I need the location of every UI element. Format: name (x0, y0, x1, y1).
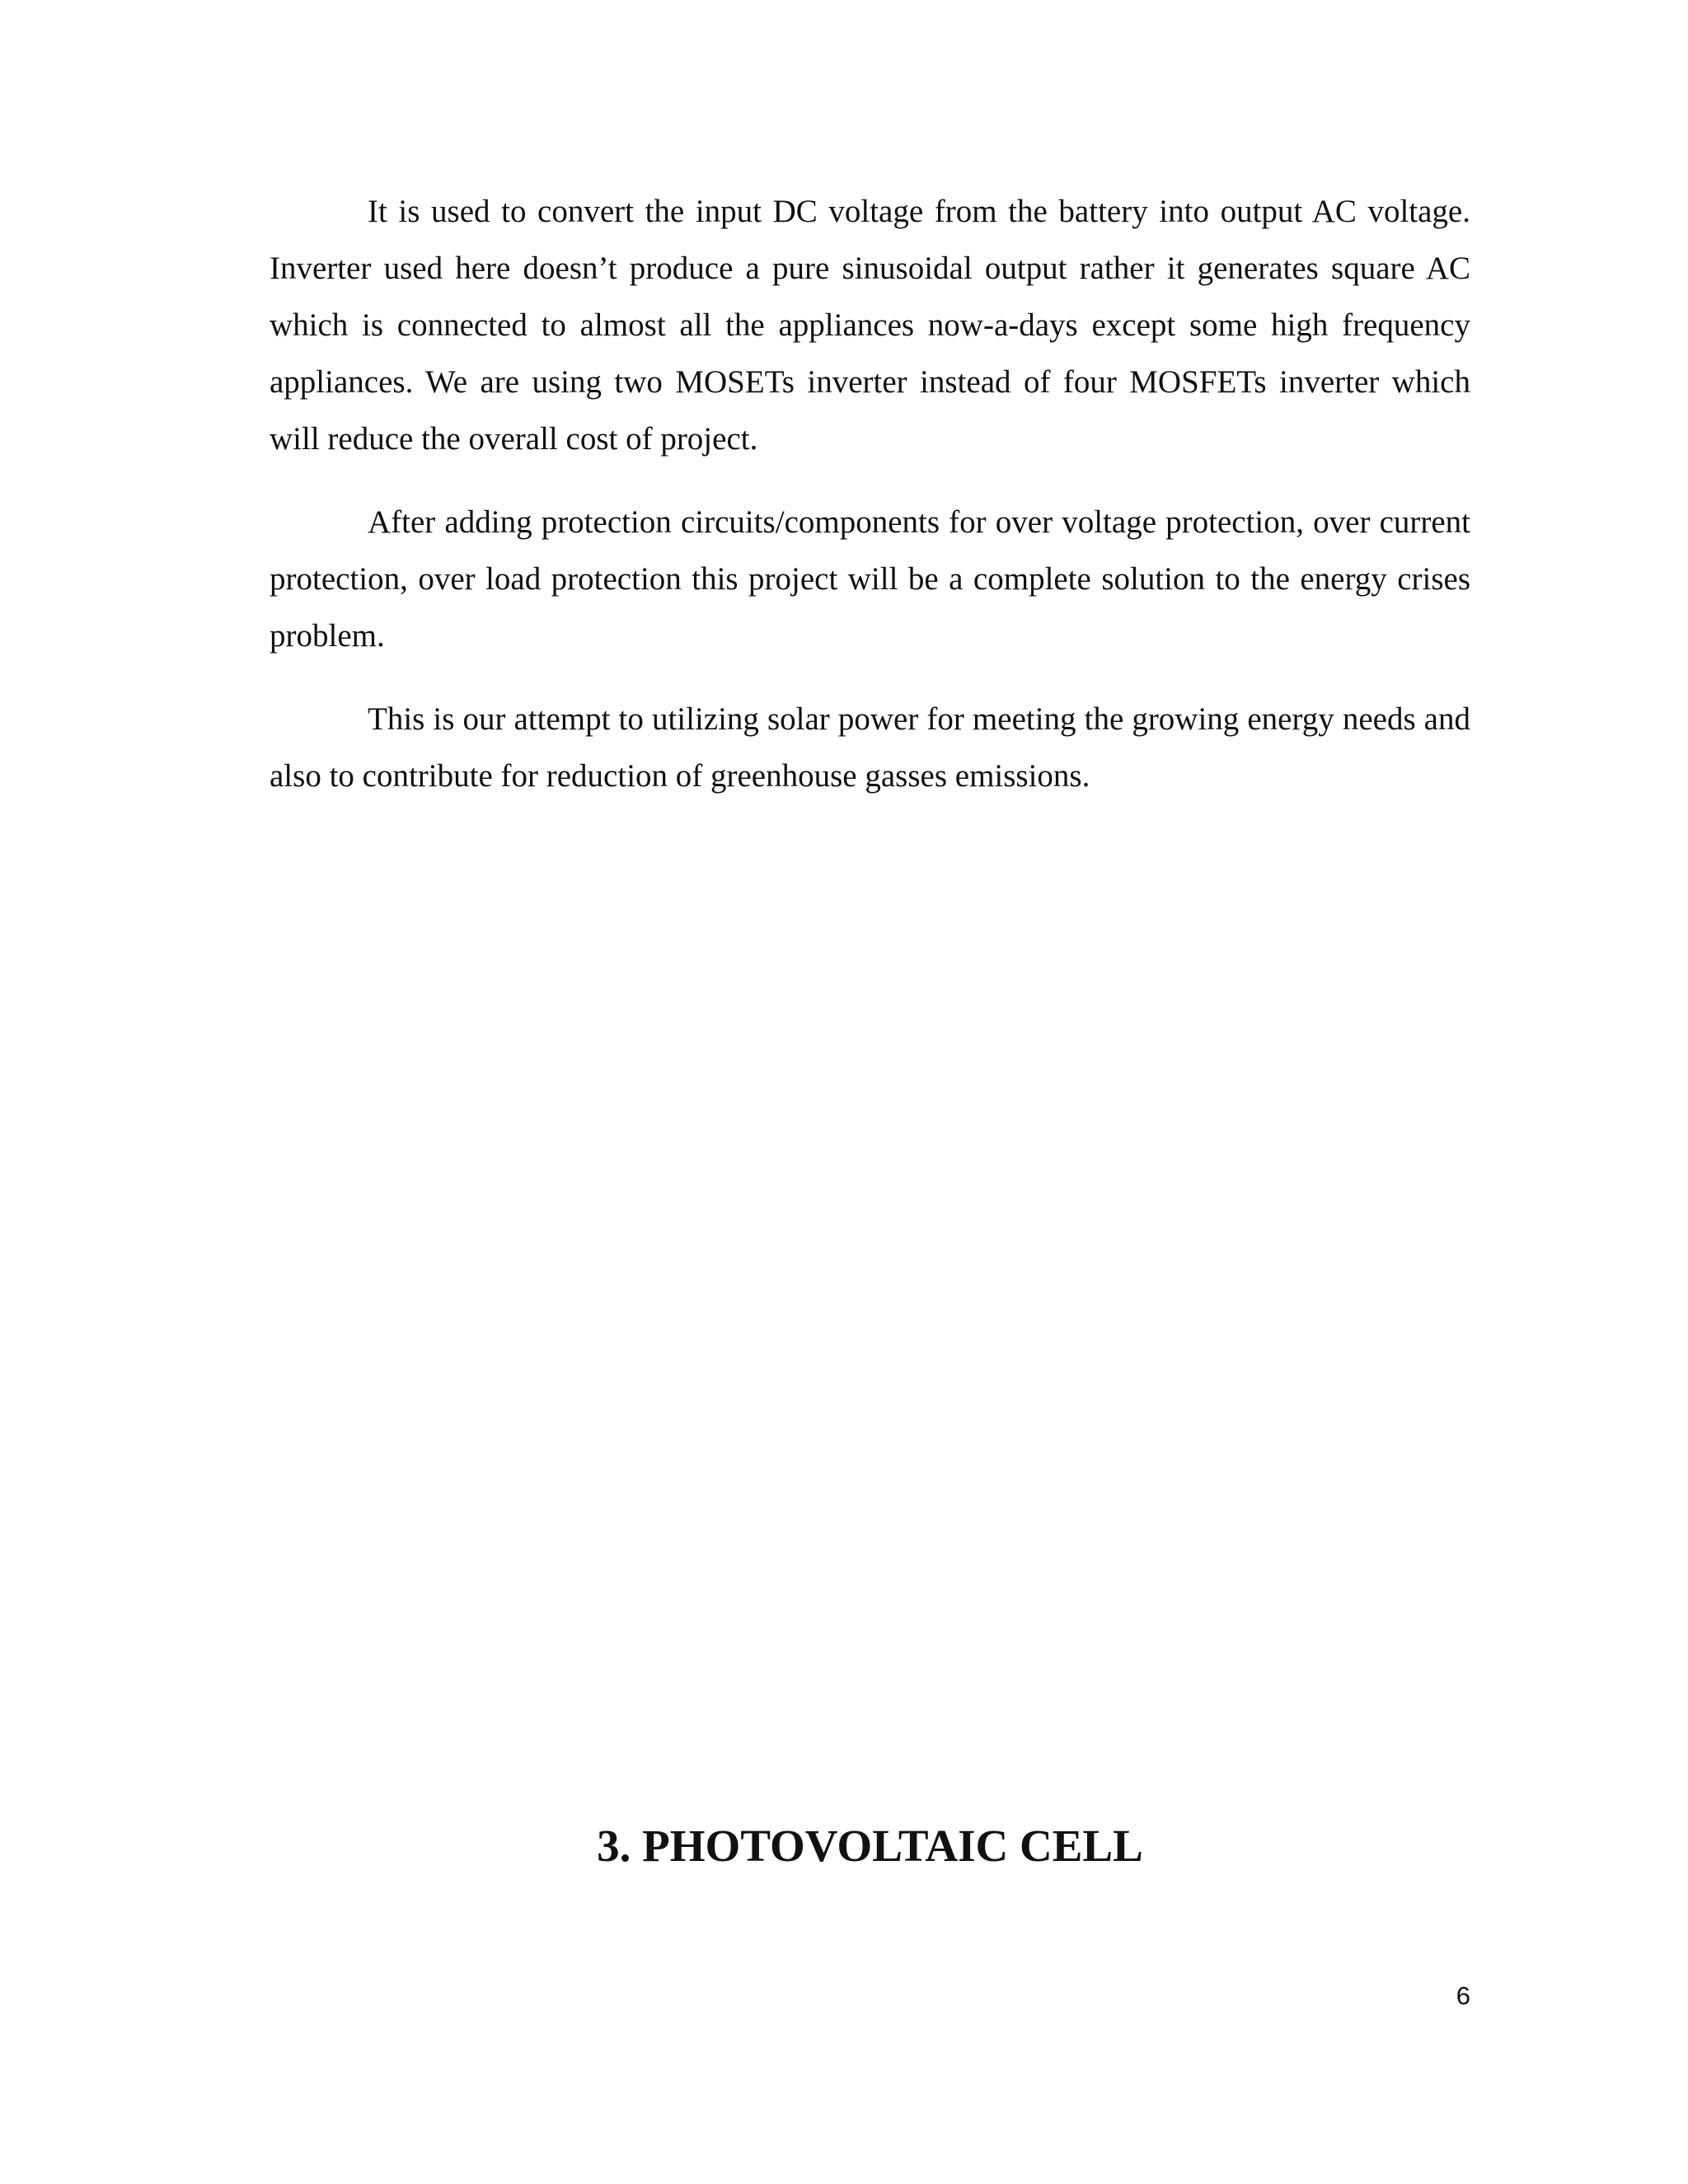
page-number: 6 (1456, 1981, 1470, 2010)
paragraph-inverter: It is used to convert the input DC voltage from the battery into output AC voltage. Inverter used here doesn’t produce a pure sinusoidal output rather it generates square AC which is connected to almost all the appliances now-a-days except some high frequency appliances. We are using two MOSETs inverter instead of four MOSFETs inverter which will reduce the overall cost of project. (270, 194, 1470, 457)
body-text (270, 183, 1470, 831)
paragraph-solar-attempt: This is our attempt to utilizing solar power for meeting the growing energy needs and also to contribute for reduction of greenhouse gasses emissions. (270, 701, 1470, 794)
section-heading: 3. PHOTOVOLTAIC CELL (597, 1821, 1143, 1871)
paragraph-protection: After adding protection circuits/components for over voltage protection, over current protection, over load protection this project will be a complete solution to the energy crises problem. (270, 504, 1470, 654)
